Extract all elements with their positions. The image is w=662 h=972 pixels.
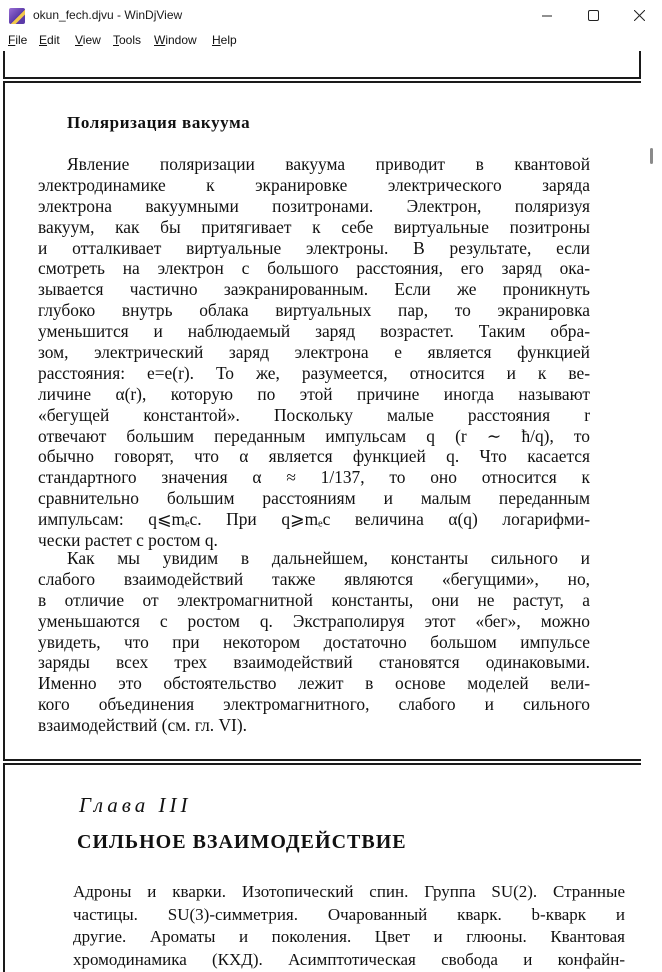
paragraph-running-constants [38, 548, 590, 736]
text-line: «бегущей константой». Поскольку малые расстояния r [38, 404, 590, 425]
page-bottom-border [3, 759, 641, 761]
text-line: обычно говорят, что α является функцией q. Что касается [38, 446, 590, 467]
text-line: уменьшится и наблюдаемый заряд возрастет. Таким обра- [38, 321, 590, 342]
chapter-label: Глава III [79, 793, 192, 817]
menu-edit[interactable]: Edit [39, 33, 60, 47]
text-line: хромодинамика (КХД). Асимптотическая свобода и конфайн- [73, 949, 625, 969]
text-line: зывается частично заэкранированным. Если же проникнуть [38, 279, 590, 300]
maximize-icon [588, 10, 599, 21]
text-line: уменьшаются с ростом q. Экстраполируя этот «бег», можно [38, 610, 590, 631]
text-line: глубоко внутрь облака виртуальных пар, то экранировка [38, 300, 590, 321]
section-title: Поляризация вакуума [67, 113, 251, 132]
close-icon [634, 10, 645, 21]
text-line: сравнительно большим расстояниям и малым переданным [38, 488, 590, 509]
text-line: расстояния: e=e(r). То же, разумеется, относится и к ве- [38, 362, 590, 383]
text-line: импульсам: q⩽mₑc. При q⩾mₑc величина α(q) логарифми- [38, 509, 590, 530]
prev-page-left-border [3, 51, 5, 79]
text-line: зом, электрический заряд электрона e является функцией [38, 342, 590, 363]
text-line: заряды всех трех взаимодействий становятся одинаковыми. [38, 652, 590, 673]
text-line: Как мы увидим в дальнейшем, константы сильного и [67, 548, 590, 568]
text-line: электродинамике к экранировке электрического заряда [38, 174, 590, 195]
window-title: okun_fech.djvu - WinDjView [33, 8, 183, 22]
text-line: электрона вакуумными позитронами. Электрон, поляризуя [38, 195, 590, 216]
vertical-scrollbar-thumb[interactable] [650, 148, 653, 164]
text-line: отвечают большим переданным импульсам q (r ∼ ħ/q), то [38, 425, 590, 446]
paragraph-vacuum-polarization [38, 154, 590, 551]
text-line: в отличие от электромагнитной константы, они не растут, а [38, 589, 590, 610]
text-line: и отталкивает виртуальные электроны. В результате, если [38, 237, 590, 258]
menu-tools[interactable]: Tools [113, 33, 142, 47]
chapter-summary [73, 881, 625, 971]
menu-file[interactable]: File [8, 33, 28, 47]
document-page-next[interactable] [5, 765, 641, 972]
menu-help[interactable]: Help [212, 33, 237, 47]
text-line: чески растет с ростом q. [38, 530, 218, 551]
close-button[interactable] [616, 0, 662, 31]
title-bar[interactable] [0, 0, 662, 31]
text-line: Явление поляризации вакуума приводит в квантовой [67, 154, 590, 174]
text-line: личине α(r), которую по этой причине иногда называют [38, 383, 590, 404]
text-line: смотреть на электрон с большого расстояния, его заряд ока- [38, 258, 590, 279]
text-line: увидеть, что при некотором достаточно большом импульсе [38, 631, 590, 652]
prev-page-bottom-border [3, 77, 641, 79]
menu-window[interactable]: Window [154, 33, 197, 47]
windjview-app-icon[interactable] [9, 8, 25, 24]
text-line: взаимодействий (см. гл. VI). [38, 715, 247, 736]
menu-bar [0, 31, 662, 51]
minimize-icon [542, 11, 552, 21]
document-page[interactable] [5, 83, 641, 759]
text-line: Именно это обстоятельство лежит в основе моделей вели- [38, 673, 590, 694]
text-line: другие. Ароматы и поколения. Цвет и глюоны. Квантовая [73, 927, 625, 946]
text-line: Адроны и кварки. Изотопический спин. Группа SU(2). Странные [73, 882, 625, 901]
text-line: кого объединения электромагнитного, слабого и сильного [38, 694, 590, 715]
minimize-button[interactable] [524, 0, 570, 31]
menu-view[interactable]: View [75, 33, 101, 47]
text-line: стандартного значения α ≈ 1/137, то оно относится к [38, 467, 590, 488]
chapter-title: СИЛЬНОЕ ВЗАИМОДЕЙСТВИЕ [77, 831, 407, 853]
text-line: слабого взаимодействий также являются «бегущими», но, [38, 568, 590, 589]
text-line: вакуум, как бы притягивает к себе виртуальные позитроны [38, 216, 590, 237]
text-line: частицы. SU(3)-симметрия. Очарованный кварк. b-кварк и [73, 904, 625, 924]
maximize-button[interactable] [570, 0, 616, 31]
document-view[interactable] [0, 51, 662, 972]
prev-page-right-border [639, 51, 641, 79]
